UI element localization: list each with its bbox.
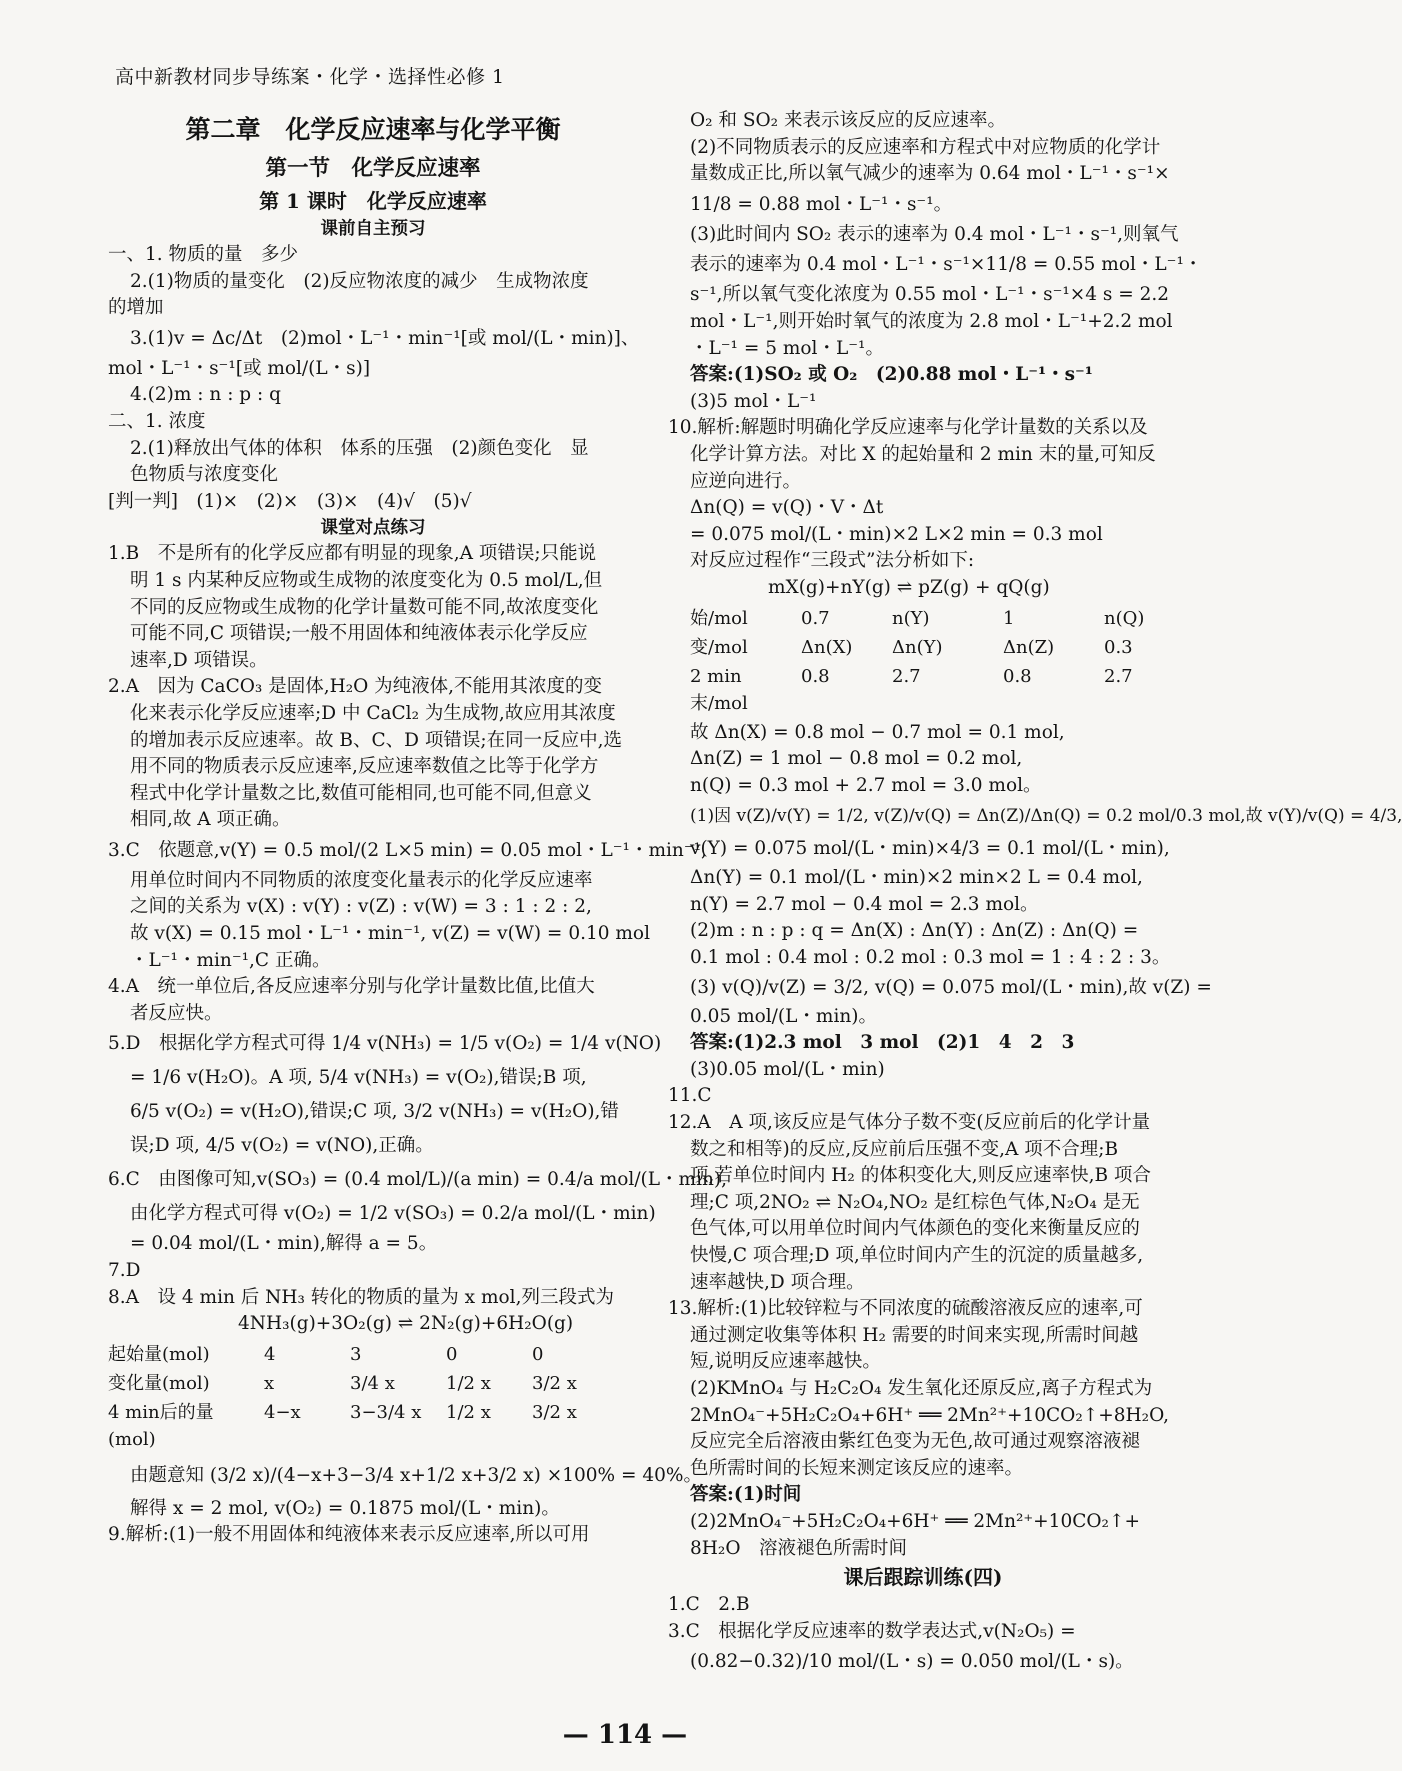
text-line: 故 v(X) = 0.15 mol・L⁻¹・min⁻¹, v(Z) = v(W) = 0.10 mol <box>130 923 650 945</box>
text-line: 数之和相等)的反应,反应前后压强不变,A 项不合理;B <box>690 1138 1119 1160</box>
text-line: 表示的速率为 0.4 mol・L⁻¹・s⁻¹×11/8 = 0.55 mol・L⁻¹・ <box>690 254 1203 276</box>
answer-line: 答案:(1)SO₂ 或 O₂ (2)0.88 mol・L⁻¹・s⁻¹ <box>690 364 1093 386</box>
table-cell: 0.7 <box>801 607 830 629</box>
text-line: 11.C <box>668 1085 712 1107</box>
text-line: (1)因 v(Z)/v(Y) = 1/2, v(Z)/v(Q) = Δn(Z)/Δn(Q) = 0.2 mol/0.3 mol,故 v(Y)/v(Q) = 4/3, <box>690 806 1402 827</box>
text-line: 由化学方程式可得 v(O₂) = 1/2 v(SO₃) = 0.2/a mol/(L・min) <box>130 1203 656 1225</box>
text-line: 短,说明反应速率越快。 <box>690 1351 881 1373</box>
text-line: 4.A 统一单位后,各反应速率分别与化学计量数比值,比值大 <box>108 976 595 998</box>
text-line: 相同,故 A 项正确。 <box>130 809 291 831</box>
text-line: 快慢,C 项合理;D 项,单位时间内产生的沉淀的质量越多, <box>690 1245 1144 1266</box>
text-line: 6/5 v(O₂) = v(H₂O),错误;C 项, 3/2 v(NH₃) = v(H₂O),错 <box>130 1101 619 1123</box>
text-line: 0.1 mol : 0.4 mol : 0.2 mol : 0.3 mol = 1 : 4 : 2 : 3。 <box>690 947 1171 969</box>
text-line: 故 Δn(X) = 0.8 mol − 0.7 mol = 0.1 mol, <box>690 721 1065 743</box>
text-line: O₂ 和 SO₂ 来表示该反应的反应速率。 <box>690 110 1006 131</box>
text-line: 8.A 设 4 min 后 NH₃ 转化的物质的量为 x mol,列三段式为 <box>108 1286 614 1308</box>
text-line: = 0.075 mol/(L・min)×2 L×2 min = 0.3 mol <box>690 523 1103 545</box>
table-cell: 0.8 <box>1003 665 1032 687</box>
text-line: 2.(1)释放出气体的体积 体系的压强 (2)颜色变化 显 <box>130 437 589 459</box>
text-line: 之间的关系为 v(X) : v(Y) : v(Z) : v(W) = 3 : 1 : 2 : 2, <box>130 896 592 918</box>
text-line: 反应完全后溶液由紫红色变为无色,故可通过观察溶液褪 <box>690 1431 1140 1453</box>
text-line: 理;C 项,2NO₂ ⇌ N₂O₄,NO₂ 是红棕色气体,N₂O₄ 是无 <box>690 1191 1140 1213</box>
preview-heading: 课前自主预习 <box>320 219 426 239</box>
text-line: 的增加 <box>108 297 164 319</box>
table-cell: 1/2 x <box>446 1401 491 1423</box>
text-line: (2)m : n : p : q = Δn(X) : Δn(Y) : Δn(Z) : Δn(Q) = <box>690 920 1139 942</box>
page-number: — 114 — <box>562 1720 688 1750</box>
table-cell: n(Y) <box>892 607 930 629</box>
table-cell: 变化量(mol) <box>108 1372 210 1394</box>
table-cell: Δn(Z) <box>1003 636 1055 658</box>
table-cell: 4 <box>264 1343 276 1365</box>
text-line: 项,若单位时间内 H₂ 的体积变化大,则反应速率快,B 项合 <box>690 1165 1151 1187</box>
text-line: ・L⁻¹・min⁻¹,C 正确。 <box>130 949 331 971</box>
text-line: Δn(Y) = 0.1 mol/(L・min)×2 min×2 L = 0.4 mol, <box>690 867 1143 889</box>
text-line: Δn(Q) = v(Q)・V・Δt <box>690 497 884 519</box>
text-line: 误;D 项, 4/5 v(O₂) = v(NO),正确。 <box>130 1135 434 1157</box>
table-cell: 3−3/4 x <box>350 1401 422 1423</box>
text-line: 9.解析:(1)一般不用固体和纯液体来表示反应速率,所以可用 <box>108 1524 590 1546</box>
text-line: 11/8 = 0.88 mol・L⁻¹・s⁻¹。 <box>690 193 953 215</box>
text-line: 用单位时间内不同物质的浓度变化量表示的化学反应速率 <box>130 869 593 891</box>
text-line: (3)此时间内 SO₂ 表示的速率为 0.4 mol・L⁻¹・s⁻¹,则氧气 <box>690 223 1179 245</box>
text-line: 可能不同,C 项错误;一般不用固体和纯液体表示化学反应 <box>130 623 588 645</box>
text-line: (2)KMnO₄ 与 H₂C₂O₄ 发生氧化还原反应,离子方程式为 <box>690 1377 1153 1399</box>
table-cell: 0.3 <box>1104 636 1133 658</box>
text-line: 者反应快。 <box>130 1002 223 1024</box>
text-line: 4.(2)m : n : p : q <box>130 384 281 406</box>
table-cell: 始/mol <box>690 607 748 629</box>
table-cell: 2.7 <box>892 665 921 687</box>
section-title: 第一节 化学反应速率 <box>265 156 481 181</box>
text-line: 3.C 根据化学反应速率的数学表达式,v(N₂O₅) = <box>668 1620 1076 1642</box>
classroom-heading: 课堂对点练习 <box>320 518 426 539</box>
text-line: 13.解析:(1)比较锌粒与不同浓度的硫酸溶液反应的速率,可 <box>668 1298 1143 1320</box>
table-row <box>690 604 1150 633</box>
table-cell: 4 min后的量(mol) <box>108 1401 214 1450</box>
table-cell: Δn(X) <box>801 636 853 658</box>
text-line: 色所需时间的长短来测定该反应的速率。 <box>690 1457 1024 1479</box>
table-cell: x <box>264 1372 275 1394</box>
text-line: 应逆向进行。 <box>690 470 802 492</box>
table-cell: 1/2 x <box>446 1372 491 1394</box>
text-line: 程式中化学计量数之比,数值可能相同,也可能不同,但意义 <box>130 782 592 804</box>
text-line: 色气体,可以用单位时间内气体颜色的变化来衡量反应的 <box>690 1218 1140 1240</box>
table-cell: 起始量(mol) <box>108 1343 210 1365</box>
text-line: 明 1 s 内某种反应物或生成物的浓度变化为 0.5 mol/L,但 <box>130 569 603 591</box>
text-line: 10.解析:解题时明确化学反应速率与化学计量数的关系以及 <box>668 417 1148 439</box>
text-line: 0.05 mol/(L・min)。 <box>690 1005 877 1027</box>
text-line: 一、1. 物质的量 多少 <box>108 244 299 265</box>
text-line: 8H₂O 溶液褪色所需时间 <box>690 1537 907 1559</box>
text-line: 色物质与浓度变化 <box>130 464 279 486</box>
text-line: (3) v(Q)/v(Z) = 3/2, v(Q) = 0.075 mol/(L・min),故 v(Z) = <box>690 976 1212 998</box>
text-line: 二、1. 浓度 <box>108 410 206 432</box>
text-line: (3)5 mol・L⁻¹ <box>690 390 817 412</box>
text-line: ・L⁻¹ = 5 mol・L⁻¹。 <box>690 337 884 359</box>
text-line: 通过测定收集等体积 H₂ 需要的时间来实现,所需时间越 <box>690 1324 1139 1346</box>
text-line: (2)2MnO₄⁻+5H₂C₂O₄+6H⁺ ══ 2Mn²⁺+10CO₂↑+ <box>690 1510 1140 1532</box>
text-line: 不同的反应物或生成物的化学计量数可能不同,故浓度变化 <box>130 596 599 618</box>
text-line: 3.C 依题意,v(Y) = 0.5 mol/(2 L×5 min) = 0.05 mol・L⁻¹・min⁻¹, <box>108 839 707 861</box>
table-cell: 3/2 x <box>532 1401 577 1423</box>
text-line: v(Y) = 0.075 mol/(L・min)×4/3 = 0.1 mol/(L・min), <box>690 838 1170 860</box>
q10-equation: mX(g)+nY(g) ⇌ pZ(g) + qQ(g) <box>768 576 1050 598</box>
q8-table <box>108 1340 583 1454</box>
table-cell: 2 min末/mol <box>690 665 748 714</box>
text-line: mol・L⁻¹,则开始时氧气的浓度为 2.8 mol・L⁻¹+2.2 mol <box>690 310 1173 332</box>
table-cell: 2.7 <box>1104 665 1133 687</box>
text-line: 化来表示化学反应速率;D 中 CaCl₂ 为生成物,故应用其浓度 <box>130 702 616 724</box>
running-header: 高中新教材同步导练案・化学・选择性必修 1 <box>115 66 505 88</box>
table-cell: Δn(Y) <box>892 636 943 658</box>
table-cell: 0 <box>532 1343 544 1365</box>
text-line: n(Y) = 2.7 mol − 0.4 mol = 2.3 mol。 <box>690 893 1039 915</box>
text-line: 速率,D 项错误。 <box>130 649 268 671</box>
table-cell: 0 <box>446 1343 458 1365</box>
text-line: 5.D 根据化学方程式可得 1/4 v(NH₃) = 1/5 v(O₂) = 1/4 v(NO) <box>108 1033 662 1055</box>
text-line: 3.(1)v = Δc/Δt (2)mol・L⁻¹・min⁻¹[或 mol/(L・min)]、 <box>130 327 640 349</box>
table-row <box>690 662 1150 718</box>
chapter-title: 第二章 化学反应速率与化学平衡 <box>185 115 561 144</box>
after-class-heading: 课后跟踪训练(四) <box>843 1565 1003 1590</box>
table-cell: 变/mol <box>690 636 748 658</box>
text-line: 1.B 不是所有的化学反应都有明显的现象,A 项错误;只能说 <box>108 543 597 565</box>
lesson-title: 第 1 课时 化学反应速率 <box>259 189 487 213</box>
table-row <box>690 633 1150 662</box>
judge-line: [判一判] (1)× (2)× (3)× (4)√ (5)√ <box>108 490 472 512</box>
right-column <box>668 108 1402 1679</box>
table-row <box>108 1369 583 1398</box>
table-cell: 3/4 x <box>350 1372 395 1394</box>
text-line: 速率越快,D 项合理。 <box>690 1271 865 1293</box>
text-line: = 1/6 v(H₂O)。A 项, 5/4 v(NH₃) = v(O₂),错误;B 项, <box>130 1067 587 1089</box>
text-line: 7.D <box>108 1260 141 1282</box>
table-cell: 3/2 x <box>532 1372 577 1394</box>
q8-equation: 4NH₃(g)+3O₂(g) ⇌ 2N₂(g)+6H₂O(g) <box>238 1313 574 1335</box>
answer-line: 答案:(1)时间 <box>690 1484 802 1506</box>
text-line: Δn(Z) = 1 mol − 0.8 mol = 0.2 mol, <box>690 748 1023 770</box>
text-line: = 0.04 mol/(L・min),解得 a = 5。 <box>130 1233 438 1255</box>
table-cell: 3 <box>350 1343 362 1365</box>
text-line: (2)不同物质表示的反应速率和方程式中对应物质的化学计 <box>690 136 1161 158</box>
text-line: s⁻¹,所以氧气变化浓度为 0.55 mol・L⁻¹・s⁻¹×4 s = 2.2 <box>690 284 1170 306</box>
text-line: 6.C 由图像可知,v(SO₃) = (0.4 mol/L)/(a min) = 0.4/a mol/(L・min), <box>108 1169 728 1191</box>
text-line: 1.C 2.B <box>668 1594 750 1616</box>
text-line: 2.A 因为 CaCO₃ 是固体,H₂O 为纯液体,不能用其浓度的变 <box>108 676 603 698</box>
text-line: 由题意知 (3/2 x)/(4−x+3−3/4 x+1/2 x+3/2 x) ×100% = 40%。 <box>130 1464 702 1486</box>
text-line: (3)0.05 mol/(L・min) <box>690 1058 885 1080</box>
q10-table <box>690 604 1150 718</box>
text-line: 2MnO₄⁻+5H₂C₂O₄+6H⁺ ══ 2Mn²⁺+10CO₂↑+8H₂O, <box>690 1404 1170 1426</box>
text-line: 量数成正比,所以氧气减少的速率为 0.64 mol・L⁻¹・s⁻¹× <box>690 163 1170 185</box>
answer-line: 答案:(1)2.3 mol 3 mol (2)1 4 2 3 <box>690 1032 1075 1054</box>
table-cell: 0.8 <box>801 665 830 687</box>
text-line: 12.A A 项,该反应是气体分子数不变(反应前后的化学计量 <box>668 1112 1151 1134</box>
table-row <box>108 1340 583 1369</box>
text-line: 的增加表示反应速率。故 B、C、D 项错误;在同一反应中,选 <box>130 729 622 751</box>
text-line: 化学计算方法。对比 X 的起始量和 2 min 末的量,可知反 <box>690 443 1156 465</box>
text-line: (0.82−0.32)/10 mol/(L・s) = 0.050 mol/(L・s)。 <box>690 1651 1134 1673</box>
text-line: 对反应过程作“三段式”法分析如下: <box>690 550 975 572</box>
text-line: n(Q) = 0.3 mol + 2.7 mol = 3.0 mol。 <box>690 774 1042 796</box>
table-cell: 4−x <box>264 1401 301 1423</box>
text-line: 用不同的物质表示反应速率,反应速率数值之比等于化学方 <box>130 756 599 778</box>
table-row <box>108 1398 583 1454</box>
text-line: 2.(1)物质的量变化 (2)反应物浓度的减少 生成物浓度 <box>130 270 589 292</box>
text-line: mol・L⁻¹・s⁻¹[或 mol/(L・s)] <box>108 357 371 379</box>
text-line: 解得 x = 2 mol, v(O₂) = 0.1875 mol/(L・min)。 <box>130 1497 560 1519</box>
table-cell: n(Q) <box>1104 607 1145 629</box>
table-cell: 1 <box>1003 607 1015 629</box>
